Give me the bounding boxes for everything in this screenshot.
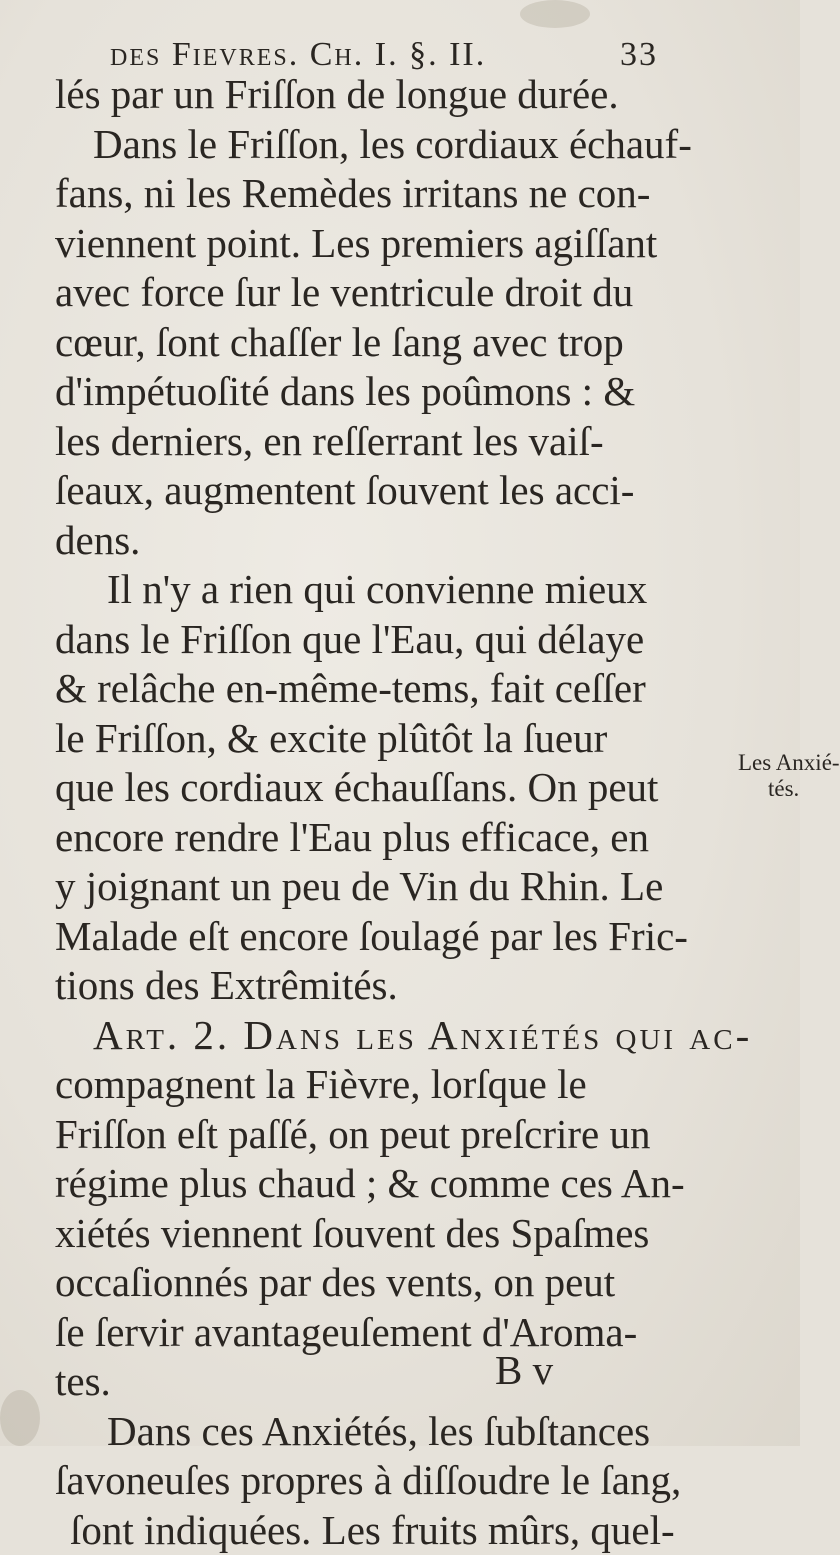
- article-heading-line: Art. 2. Dans les Anxiétés qui ac-: [55, 1011, 735, 1061]
- paper-stain: [0, 1390, 40, 1446]
- text-line: dens.: [55, 516, 735, 566]
- text-line: ſont indiquées. Les fruits mûrs, quel-: [55, 1506, 735, 1555]
- text-line: xiétés viennent ſouvent des Spaſmes: [55, 1209, 735, 1259]
- text-line: tions des Extrêmités.: [55, 961, 735, 1011]
- text-line: que les cordiaux échauſſans. On peut: [55, 763, 735, 813]
- running-header: [110, 36, 670, 74]
- text-line: & relâche en-même-tems, fait ceſſer: [55, 664, 735, 714]
- text-line: le Friſſon, & excite plûtôt la ſueur: [55, 714, 735, 764]
- text-line: viennent point. Les premiers agiſſant: [55, 219, 735, 269]
- text-line: les derniers, en reſſerrant les vaiſ-: [55, 417, 735, 467]
- text-line: compagnent la Fièvre, lorſque le: [55, 1060, 735, 1110]
- text-line: fans, ni les Remèdes irritans ne con-: [55, 169, 735, 219]
- text-line: encore rendre l'Eau plus efficace, en: [55, 813, 735, 863]
- margin-note: [738, 750, 840, 802]
- text-line: Dans ces Anxiétés, les ſubſtances: [55, 1407, 735, 1457]
- signature-mark: B v: [495, 1346, 553, 1394]
- text-line: cœur, ſont chaſſer le ſang avec trop: [55, 318, 735, 368]
- text-line: d'impétuoſité dans les poûmons : &: [55, 367, 735, 417]
- text-line: avec force ſur le ventricule droit du: [55, 268, 735, 318]
- text-line: ſe ſervir avantageuſement d'Aroma-: [55, 1308, 735, 1358]
- running-title: des Fievres. Ch. I. §. II.: [110, 36, 486, 73]
- text-line: dans le Friſſon que l'Eau, qui délaye: [55, 615, 735, 665]
- text-line: Friſſon eſt paſſé, on peut preſcrire un: [55, 1110, 735, 1160]
- text-line: Dans le Friſſon, les cordiaux échauf-: [55, 120, 735, 170]
- margin-note-line: Les Anxié-: [738, 750, 840, 776]
- text-line: tes.: [55, 1357, 735, 1407]
- text-line: régime plus chaud ; & comme ces An-: [55, 1159, 735, 1209]
- text-line: y joignant un peu de Vin du Rhin. Le: [55, 862, 735, 912]
- text-line: ſeaux, augmentent ſouvent les acci-: [55, 466, 735, 516]
- text-line: occaſionnés par des vents, on peut: [55, 1258, 735, 1308]
- margin-note-line: tés.: [738, 776, 840, 802]
- page-number: 33: [620, 36, 658, 74]
- paper-stain: [520, 0, 590, 28]
- page-body: [55, 70, 735, 1555]
- text-line: ſavoneuſes propres à diſſoudre le ſang,: [55, 1456, 735, 1506]
- text-line: lés par un Friſſon de longue durée.: [55, 70, 735, 120]
- text-line: Il n'y a rien qui convienne mieux: [55, 565, 735, 615]
- text-line: Malade eſt encore ſoulagé par les Fric-: [55, 912, 735, 962]
